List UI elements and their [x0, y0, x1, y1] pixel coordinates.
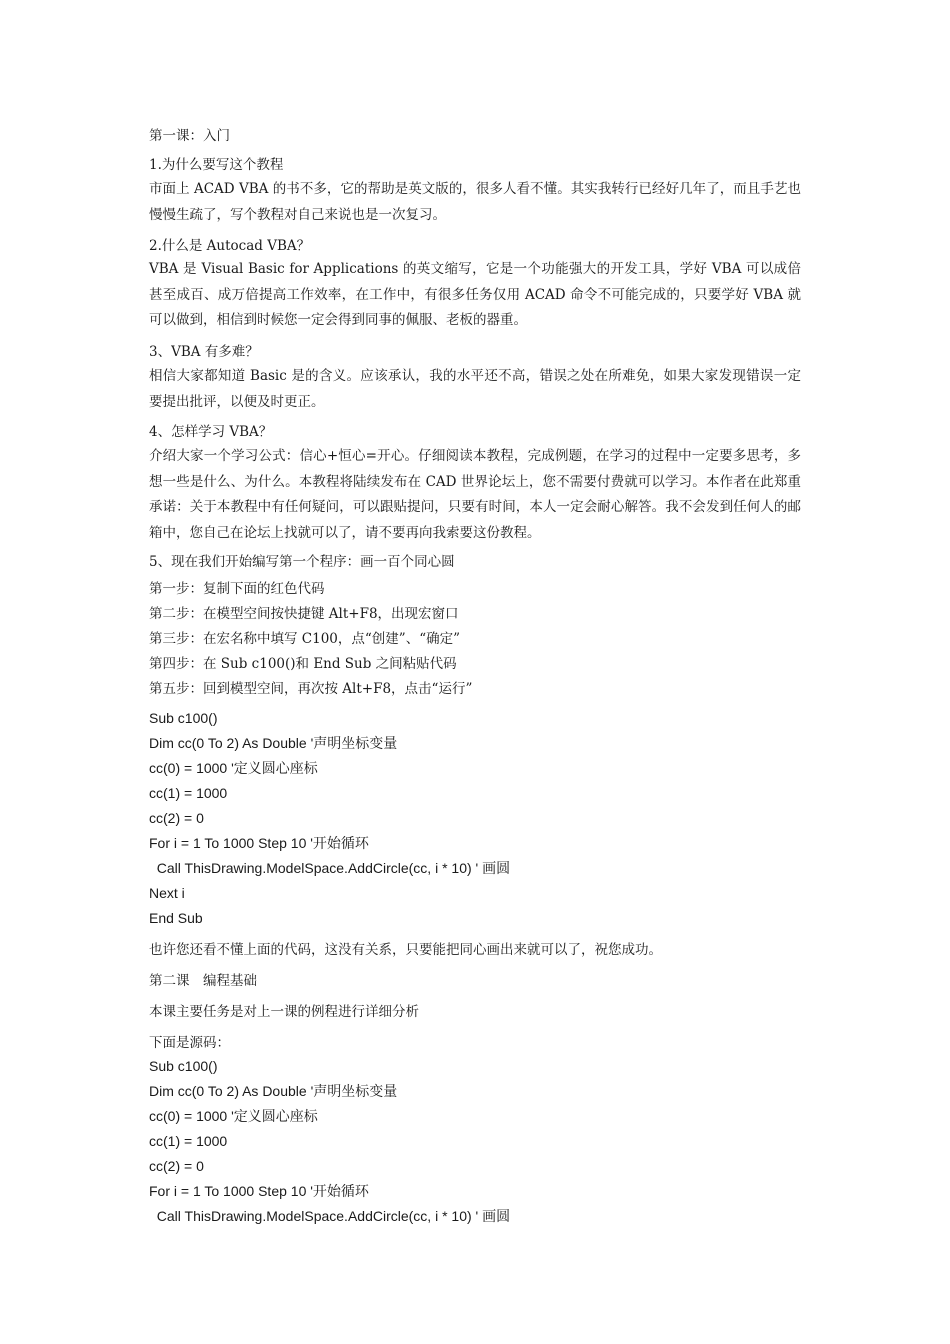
- step-item: 第二步：在模型空间按快捷键 Alt+F8，出现宏窗口: [149, 606, 459, 622]
- code-line: Next i: [149, 885, 185, 901]
- section5-heading: 5、现在我们开始编写第一个程序：画一百个同心圆: [149, 554, 455, 570]
- code-line: cc(1) = 1000: [149, 785, 228, 801]
- step-item: 第三步：在宏名称中填写 C100，点“创建”、“确定”: [149, 631, 460, 647]
- code-line: Call ThisDrawing.ModelSpace.AddCircle(cc, i * 10) ' 画圆: [149, 860, 511, 876]
- source-label: 下面是源码：: [149, 1035, 230, 1051]
- lesson2-intro: 本课主要任务是对上一课的例程进行详细分析: [149, 1004, 419, 1020]
- section1-body: 市面上 ACAD VBA 的书不多，它的帮助是英文版的，很多人看不懂。其实我转行已经好几年了，而且手艺也慢慢生疏了，写个教程对自己来说也是一次复习。: [149, 181, 801, 223]
- code-line: For i = 1 To 1000 Step 10 '开始循环: [149, 835, 369, 851]
- code-line: Sub c100(): [149, 1058, 218, 1074]
- code-line: Dim cc(0 To 2) As Double '声明坐标变量: [149, 1083, 398, 1099]
- lesson2-title: 第二课 编程基础: [149, 973, 257, 989]
- code-line: cc(0) = 1000 '定义圆心座标: [149, 760, 318, 776]
- code-line: End Sub: [149, 910, 203, 926]
- section4-heading: 4、怎样学习 VBA？: [149, 424, 273, 440]
- section2-body: VBA 是 Visual Basic for Applications 的英文缩写，它是一个功能强大的开发工具，学好 VBA 可以成倍甚至成百、成万倍提高工作效率，在工作中，有很多任务仅用 ACAD 命令不可能完成的，只要学好 VBA 就可以做到，相信到时候您一定会得到同事的佩服、老板的器重。: [149, 261, 801, 328]
- section2-heading: 2.什么是 Autocad VBA？: [149, 238, 311, 254]
- step-item: 第一步：复制下面的红色代码: [149, 581, 325, 597]
- code-line: Dim cc(0 To 2) As Double '声明坐标变量: [149, 735, 398, 751]
- code-line: cc(2) = 0: [149, 1158, 204, 1174]
- section4-body: 介绍大家一个学习公式：信心+恒心=开心。仔细阅读本教程，完成例题，在学习的过程中一定要多思考，多想一些是什么、为什么。本教程将陆续发布在 CAD 世界论坛上，您不需要付费就可以学习。本作者在此郑重承诺：关于本教程中有任何疑问，可以跟贴提问，只要有时间，本人一定会耐心解答。我不会发到任何人的邮箱中，您自己在论坛上找就可以了，请不要再向我索要这份教程。: [149, 448, 801, 541]
- code-line: cc(0) = 1000 '定义圆心座标: [149, 1108, 318, 1124]
- section3-heading: 3、VBA 有多难？: [149, 344, 259, 360]
- section3-body: 相信大家都知道 Basic 是的含义。应该承认，我的水平还不高，错误之处在所难免，如果大家发现错误一定要提出批评，以便及时更正。: [149, 368, 801, 410]
- step-item: 第四步：在 Sub c100()和 End Sub 之间粘贴代码: [149, 656, 457, 672]
- step-item: 第五步：回到模型空间，再次按 Alt+F8，点击“运行”: [149, 681, 473, 697]
- section1-heading: 1.为什么要写这个教程: [149, 157, 284, 173]
- code-line: cc(1) = 1000: [149, 1133, 228, 1149]
- code-line: For i = 1 To 1000 Step 10 '开始循环: [149, 1183, 369, 1199]
- lesson1-title: 第一课：入门: [149, 128, 230, 144]
- code-line: Sub c100(): [149, 710, 218, 726]
- code-line: cc(2) = 0: [149, 810, 204, 826]
- code-line: Call ThisDrawing.ModelSpace.AddCircle(cc, i * 10) ' 画圆: [149, 1208, 511, 1224]
- lesson1-closing: 也许您还看不懂上面的代码，这没有关系，只要能把同心画出来就可以了，祝您成功。: [149, 942, 662, 958]
